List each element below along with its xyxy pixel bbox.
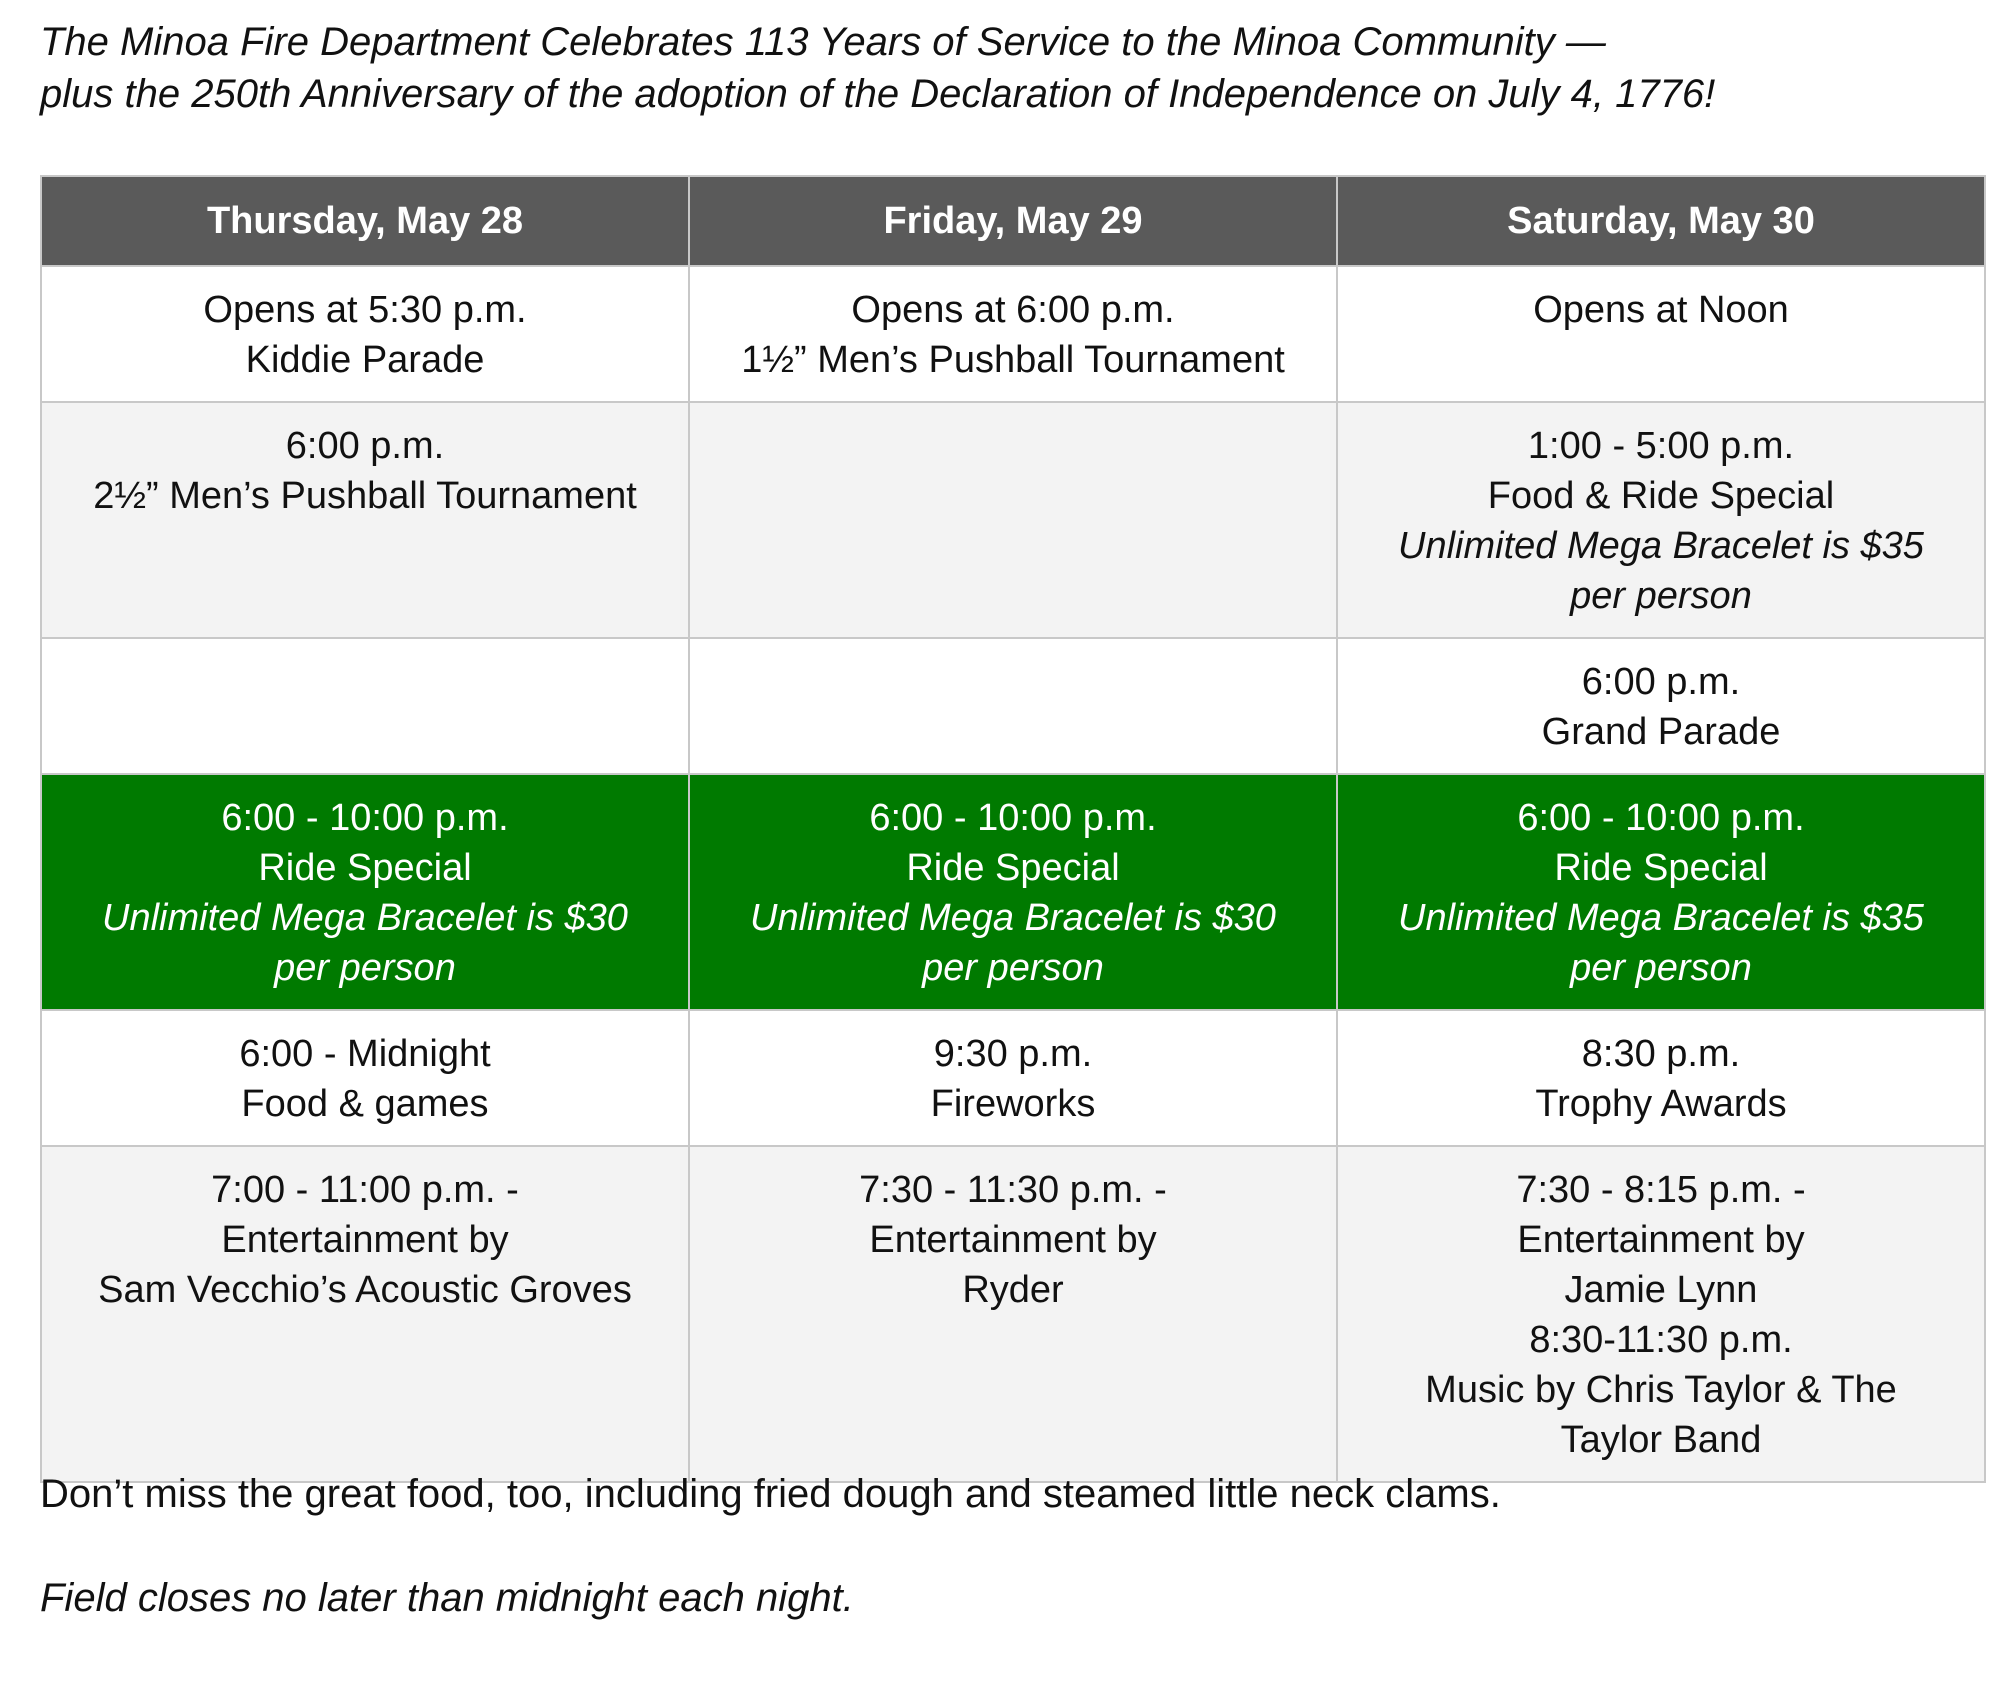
cell-event: Music by Chris Taylor & The [1425, 1369, 1897, 1411]
cell-price-note: Unlimited Mega Bracelet is $35 [1398, 897, 1924, 939]
page [40, 0, 1984, 1620]
schedule-row-ride-special [41, 774, 1985, 1010]
cell-event: 1½” Men’s Pushball Tournament [741, 339, 1285, 381]
cell-time: 9:30 p.m. [933, 1033, 1093, 1075]
cell-price-note: Unlimited Mega Bracelet is $35 [1398, 525, 1924, 567]
schedule-cell-empty [689, 402, 1337, 638]
cell-event: Entertainment by [869, 1219, 1157, 1261]
closing-note: Field closes no later than midnight each night. [40, 1576, 854, 1620]
column-header-thursday: Thursday, May 28 [41, 176, 689, 266]
schedule-cell-highlight [1337, 774, 1985, 1010]
cell-performer: Jamie Lynn [1564, 1269, 1758, 1311]
cell-performer: Ryder [962, 1269, 1064, 1311]
cell-time: Opens at 5:30 p.m. [203, 289, 527, 331]
intro-heading [40, 0, 1984, 120]
schedule-cell-empty [41, 638, 689, 774]
cell-event: Ride Special [258, 847, 472, 889]
cell-time: 7:30 - 11:30 p.m. - [859, 1169, 1167, 1211]
cell-time: 8:30-11:30 p.m. [1529, 1319, 1793, 1361]
cell-time: 6:00 p.m. [285, 425, 445, 467]
intro-line-1: The Minoa Fire Department Celebrates 113 Years of Service to the Minoa Community — [40, 20, 1606, 64]
schedule-row-evening [41, 1010, 1985, 1146]
cell-event: Kiddie Parade [245, 339, 485, 381]
schedule-cell [41, 266, 689, 402]
schedule-cell [41, 402, 689, 638]
schedule-cell [1337, 266, 1985, 402]
schedule-cell [689, 1010, 1337, 1146]
schedule-cell [689, 1146, 1337, 1482]
cell-price-note: Unlimited Mega Bracelet is $30 [102, 897, 628, 939]
cell-time: 6:00 - 10:00 p.m. [1517, 797, 1805, 839]
cell-event: Food & Ride Special [1487, 475, 1835, 517]
schedule-row-parade [41, 638, 1985, 774]
cell-price-note: per person [1570, 947, 1752, 989]
cell-time: 6:00 - 10:00 p.m. [221, 797, 509, 839]
column-header-saturday: Saturday, May 30 [1337, 176, 1985, 266]
schedule-cell [1337, 1010, 1985, 1146]
schedule-row-afternoon [41, 402, 1985, 638]
schedule-cell-highlight [41, 774, 689, 1010]
cell-event: 2½” Men’s Pushball Tournament [93, 475, 637, 517]
cell-time: 6:00 p.m. [1581, 661, 1741, 703]
cell-price-note: Unlimited Mega Bracelet is $30 [750, 897, 1276, 939]
cell-event: Entertainment by [221, 1219, 509, 1261]
cell-time: 8:30 p.m. [1581, 1033, 1741, 1075]
cell-performer: Sam Vecchio’s Acoustic Groves [98, 1269, 632, 1311]
footer-notes [40, 1468, 1501, 1624]
cell-time: 6:00 - Midnight [239, 1033, 491, 1075]
cell-price-note: per person [274, 947, 456, 989]
cell-event: Food & games [241, 1083, 489, 1125]
schedule-cell [689, 266, 1337, 402]
schedule-cell [41, 1146, 689, 1482]
cell-event: Entertainment by [1517, 1219, 1805, 1261]
cell-time: 7:30 - 8:15 p.m. - [1516, 1169, 1806, 1211]
cell-time: 6:00 - 10:00 p.m. [869, 797, 1157, 839]
schedule-cell-empty [689, 638, 1337, 774]
schedule-cell-highlight [689, 774, 1337, 1010]
schedule-row-opening [41, 266, 1985, 402]
cell-event: Trophy Awards [1535, 1083, 1787, 1125]
schedule-table [40, 175, 1986, 1483]
cell-event: Ride Special [1554, 847, 1768, 889]
cell-price-note: per person [1570, 575, 1752, 617]
schedule-cell [1337, 638, 1985, 774]
cell-time: 7:00 - 11:00 p.m. - [211, 1169, 519, 1211]
schedule-cell [1337, 1146, 1985, 1482]
column-header-friday: Friday, May 29 [689, 176, 1337, 266]
cell-performer: Taylor Band [1560, 1419, 1762, 1461]
cell-event: Fireworks [930, 1083, 1096, 1125]
cell-event: Grand Parade [1541, 711, 1781, 753]
cell-time: 1:00 - 5:00 p.m. [1527, 425, 1795, 467]
cell-time: Opens at 6:00 p.m. [851, 289, 1175, 331]
schedule-cell [1337, 402, 1985, 638]
schedule-header-row [41, 176, 1985, 266]
schedule-row-entertainment [41, 1146, 1985, 1482]
intro-line-2: plus the 250th Anniversary of the adoption of the Declaration of Independence on July 4, 1776! [40, 72, 1716, 116]
cell-time: Opens at Noon [1533, 289, 1789, 331]
food-note: Don’t miss the great food, too, including fried dough and steamed little neck clams. [40, 1472, 1501, 1516]
schedule-cell [41, 1010, 689, 1146]
cell-price-note: per person [922, 947, 1104, 989]
cell-event: Ride Special [906, 847, 1120, 889]
